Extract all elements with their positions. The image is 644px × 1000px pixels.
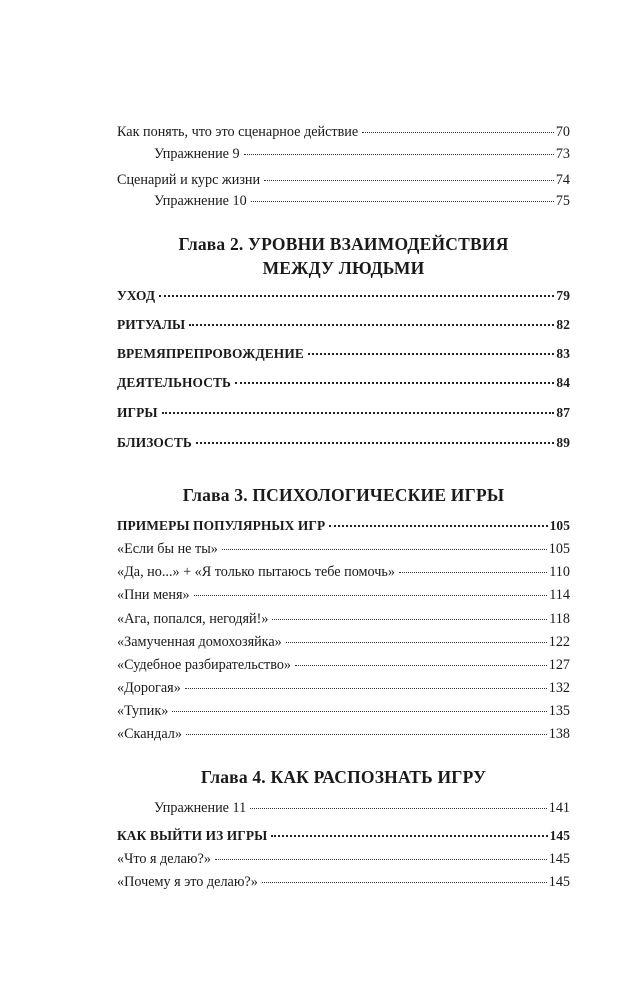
toc-entry-label: УХОД (117, 288, 156, 303)
toc-entry[interactable] (154, 145, 570, 163)
dot-leader (264, 179, 554, 181)
toc-entry[interactable] (117, 679, 570, 697)
toc-entry[interactable] (117, 316, 570, 334)
toc-entry[interactable] (117, 563, 570, 581)
chapter-heading: Глава 4. КАК РАСПОЗНАТЬ ИГРУ (200, 767, 487, 787)
toc-entry-label: «Судебное разбирательство» (117, 657, 292, 673)
toc-entry-page: 138 (548, 726, 570, 742)
toc-entry[interactable] (117, 586, 570, 604)
toc-entry-label: ПРИМЕРЫ ПОПУЛЯРНЫХ ИГР (117, 518, 326, 533)
toc-entry-page: 89 (556, 435, 570, 450)
toc-entry-label: БЛИЗОСТЬ (117, 435, 192, 450)
toc-entry[interactable] (117, 610, 570, 628)
toc-entry-page: 82 (556, 317, 570, 332)
chapter-heading: Глава 3. ПСИХОЛОГИЧЕСКИЕ ИГРЫ (182, 485, 505, 505)
toc-entry-page: 118 (549, 611, 570, 627)
chapter-heading: МЕЖДУ ЛЮДЬМИ (262, 258, 425, 278)
toc-entry-page: 145 (548, 874, 570, 890)
toc-entry-label: Сценарий и курс жизни (117, 172, 261, 188)
toc-entry-label: ИГРЫ (117, 405, 158, 420)
dot-leader (329, 524, 547, 527)
toc-entry[interactable] (117, 540, 570, 558)
dot-leader (215, 858, 547, 860)
toc-entry[interactable] (117, 873, 570, 891)
toc-entry-page: 132 (548, 680, 570, 696)
toc-entry-page: 145 (548, 851, 570, 867)
toc-entry[interactable] (154, 799, 570, 817)
dot-leader (362, 131, 554, 133)
toc-entry[interactable] (117, 434, 570, 452)
dot-leader (250, 807, 547, 809)
toc-entry-page: 79 (556, 288, 570, 303)
dot-leader (251, 200, 554, 202)
dot-leader (196, 441, 555, 444)
toc-entry-page: 75 (555, 193, 570, 209)
toc-entry-page: 74 (555, 172, 570, 188)
dot-leader (162, 411, 555, 414)
dot-leader (286, 641, 547, 643)
toc-entry[interactable] (117, 345, 570, 363)
toc-entry-page: 83 (556, 346, 570, 361)
dot-leader (295, 664, 547, 666)
toc-entry-page: 73 (555, 146, 570, 162)
toc-entry-label: «Скандал» (117, 726, 182, 742)
dot-leader (172, 710, 546, 712)
toc-entry-label: «Пни меня» (117, 587, 190, 603)
dot-leader (262, 881, 547, 883)
toc-entry-page: 84 (556, 375, 570, 390)
toc-entry-label: Упражнение 10 (154, 193, 247, 209)
toc-entry-label: «Замученная домохозяйка» (117, 634, 282, 650)
toc-entry[interactable] (117, 827, 570, 845)
toc-entry-label: Упражнение 11 (154, 800, 247, 816)
toc-entry-page: 135 (548, 703, 570, 719)
toc-entry[interactable] (117, 374, 570, 392)
toc-entry[interactable] (117, 517, 570, 535)
toc-entry-label: «Дорогая» (117, 680, 181, 696)
toc-entry-label: ВРЕМЯПРЕПРОВОЖДЕНИЕ (117, 346, 304, 361)
toc-entry-page: 114 (549, 587, 570, 603)
toc-entry-page: 122 (548, 634, 570, 650)
toc-entry-label: ДЕЯТЕЛЬНОСТЬ (117, 375, 231, 390)
toc-entry-page: 105 (549, 518, 570, 533)
toc-entry[interactable] (117, 287, 570, 305)
dot-leader (271, 834, 547, 837)
toc-entry-page: 127 (548, 657, 570, 673)
toc-entry-label: Упражнение 9 (154, 146, 240, 162)
toc-entry[interactable] (117, 633, 570, 651)
toc-entry[interactable] (117, 702, 570, 720)
toc-entry[interactable] (117, 123, 570, 141)
dot-leader (194, 594, 548, 596)
dot-leader (185, 687, 547, 689)
toc-entry-label: Как понять, что это сценарное действие (117, 124, 359, 140)
toc-entry-label: «Что я делаю?» (117, 851, 211, 867)
toc-entry[interactable] (117, 725, 570, 743)
toc-entry-page: 105 (548, 541, 570, 557)
toc-entry[interactable] (117, 171, 570, 189)
chapter-heading: Глава 2. УРОВНИ ВЗАИМОДЕЙСТВИЯ (178, 234, 509, 254)
toc-entry[interactable] (117, 656, 570, 674)
toc-entry-label: «Почему я это делаю?» (117, 874, 258, 890)
dot-leader (186, 733, 547, 735)
dot-leader (235, 381, 554, 384)
dot-leader (189, 323, 554, 326)
toc-entry-page: 110 (549, 564, 570, 580)
toc-entry-label: «Если бы не ты» (117, 541, 218, 557)
toc-entry-page: 141 (548, 800, 570, 816)
toc-entry-page: 87 (556, 405, 570, 420)
toc-entry[interactable] (117, 404, 570, 422)
toc-entry-label: «Ага, попался, негодяй!» (117, 611, 269, 627)
toc-entry[interactable] (117, 850, 570, 868)
dot-leader (399, 571, 547, 573)
dot-leader (272, 618, 547, 620)
dot-leader (222, 548, 547, 550)
toc-entry[interactable] (154, 192, 570, 210)
toc-entry-label: РИТУАЛЫ (117, 317, 186, 332)
toc-entry-label: «Да, но...» + «Я только пытаюсь тебе помочь» (117, 564, 395, 580)
dot-leader (308, 352, 555, 355)
toc-entry-page: 70 (555, 124, 570, 140)
dot-leader (244, 153, 554, 155)
dot-leader (159, 294, 554, 297)
toc-entry-page: 145 (549, 828, 570, 843)
toc-entry-label: «Тупик» (117, 703, 169, 719)
toc-entry-label: КАК ВЫЙТИ ИЗ ИГРЫ (117, 828, 268, 843)
